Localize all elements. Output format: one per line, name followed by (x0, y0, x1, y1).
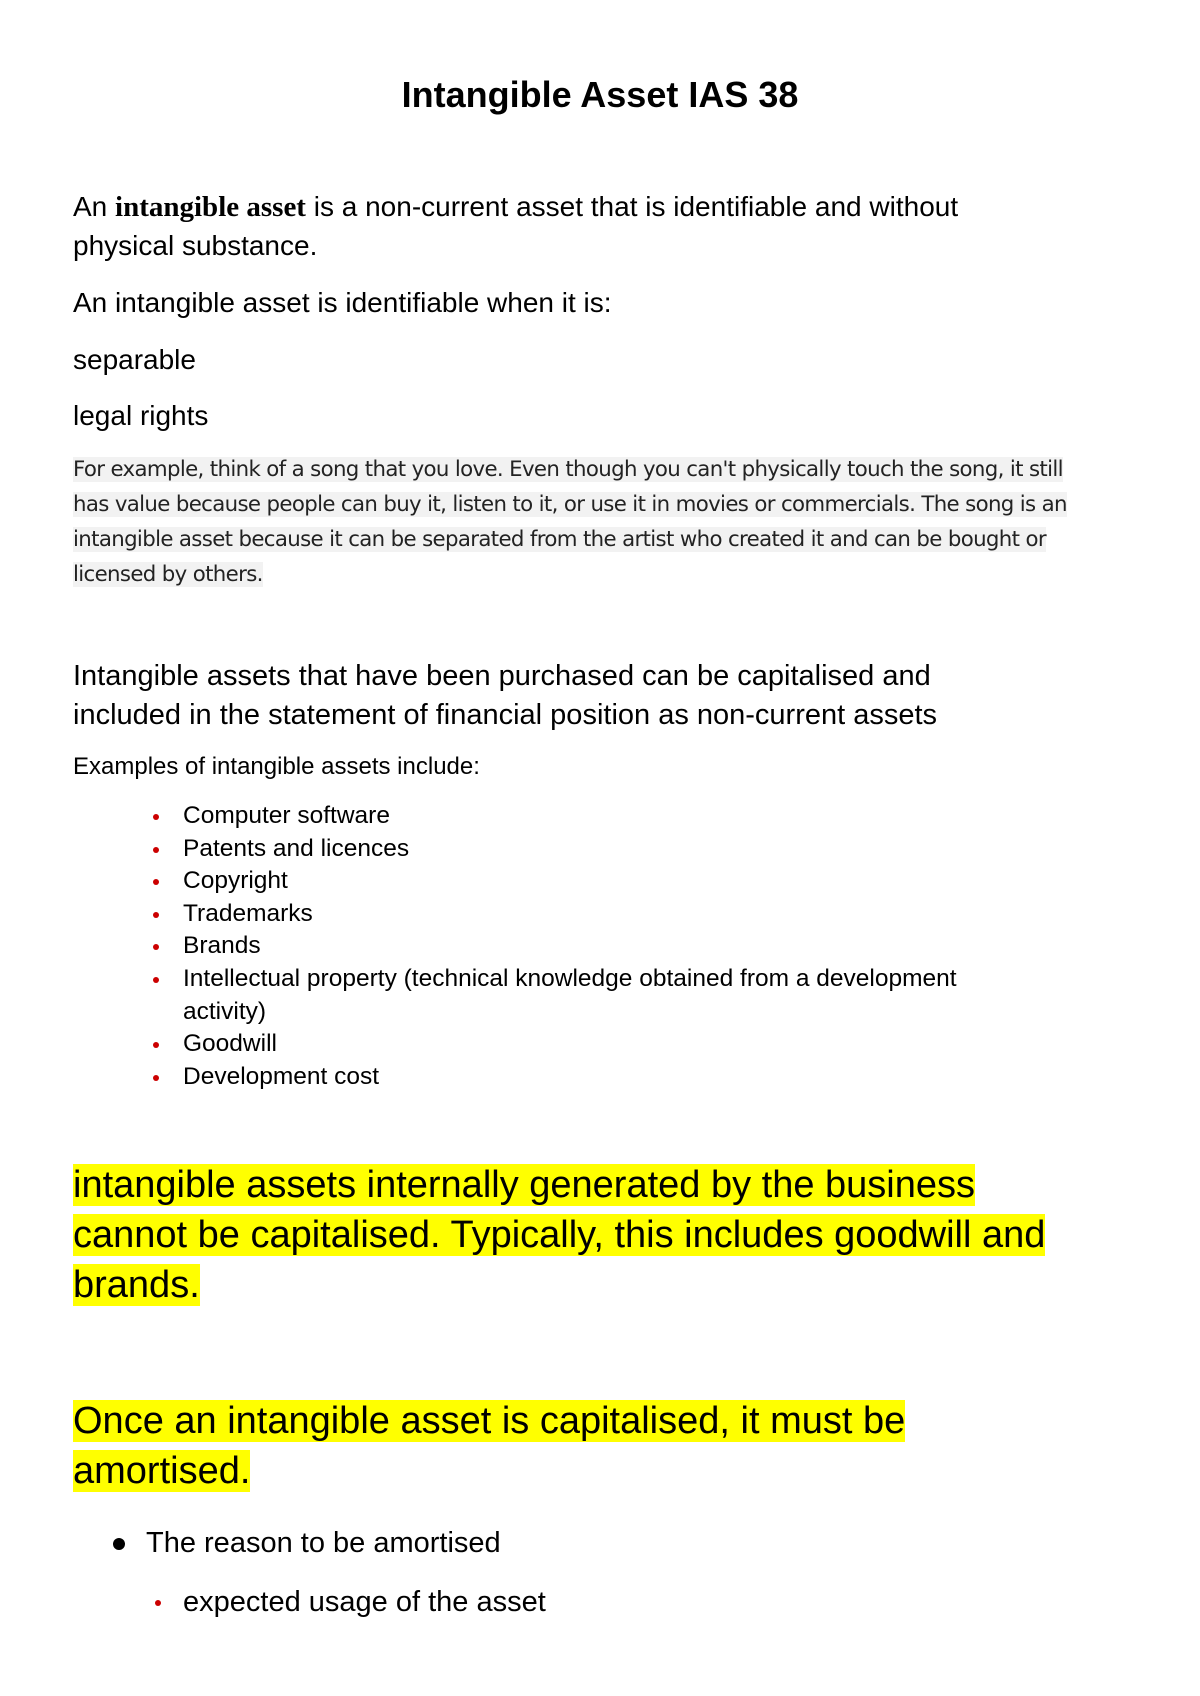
list-item-label: Brands (183, 932, 261, 960)
bullet-icon (153, 879, 159, 885)
list-item-label: Development cost (183, 1062, 380, 1090)
reason-item: expected usage of the asset (183, 1586, 546, 1618)
list-item (0, 833, 1083, 866)
list-item-label: Trademarks (183, 899, 313, 927)
criterion-legal-rights: legal rights (73, 400, 209, 431)
internal-generated-note (73, 1160, 1133, 1310)
bullet-icon (155, 1600, 161, 1606)
definition-prefix: An (73, 191, 108, 222)
highlighted-line: cannot be capitalised. Typically, this includes goodwill and (73, 1214, 1046, 1256)
criterion-separable: separable (73, 344, 196, 375)
bullet-icon (113, 1538, 125, 1550)
definition-line-1 (73, 187, 1133, 227)
list-item-label: Copyright (183, 867, 288, 895)
identifiable-intro: An intangible asset is identifiable when it is: (73, 287, 612, 318)
list-item-label: Patents and licences (183, 834, 410, 862)
examples-intro: Examples of intangible assets include: (73, 753, 480, 780)
highlighted-line: amortised. (73, 1450, 251, 1492)
list-item (0, 865, 1083, 898)
list-item-label: activity) (183, 997, 267, 1025)
list-item (0, 930, 1083, 963)
highlighted-line: brands. (73, 1264, 200, 1306)
bullet-icon (153, 814, 159, 820)
definition-line-2: physical substance. (73, 230, 318, 261)
definition-rest: is a non-current asset that is identifiable and without (313, 191, 959, 222)
list-item-continuation (0, 996, 1083, 1029)
purchased-line-1: Intangible assets that have been purchased can be capitalised and (73, 660, 931, 692)
list-item (0, 1061, 1083, 1094)
list-item-label: Computer software (183, 802, 390, 829)
definition-term: intangible asset (115, 191, 306, 223)
bullet-icon (153, 847, 159, 853)
example-paragraph (73, 452, 1123, 592)
list-item (0, 1028, 1083, 1061)
purchased-line-2: included in the statement of financial position as non-current assets (73, 699, 938, 731)
bullet-icon (153, 1042, 159, 1048)
list-item (0, 898, 1083, 931)
examples-list (0, 800, 1200, 1093)
highlighted-line: Once an intangible asset is capitalised, it must be (73, 1400, 906, 1442)
list-item-label: Intellectual property (technical knowledge obtained from a development (183, 964, 957, 992)
bullet-icon (153, 1075, 159, 1081)
bullet-icon (153, 977, 159, 983)
bullet-icon (153, 912, 159, 918)
amortise-note (73, 1396, 1133, 1496)
example-line: has value because people can buy it, listen to it, or use it in movies or commercials. The song is an (73, 492, 1067, 517)
example-line: licensed by others. (73, 562, 263, 587)
example-line: For example, think of a song that you love. Even though you can't physically touch the song, it still (73, 457, 1063, 482)
bullet-icon (153, 944, 159, 950)
reason-heading: The reason to be amortised (146, 1527, 501, 1559)
example-line: intangible asset because it can be separated from the artist who created it and can be bought or (73, 527, 1046, 552)
highlighted-line: intangible assets internally generated by the business (73, 1164, 976, 1206)
list-item (0, 963, 1083, 996)
page-title: Intangible Asset IAS 38 (401, 74, 799, 115)
list-item (0, 800, 1083, 833)
list-item-label: Goodwill (183, 1030, 277, 1058)
